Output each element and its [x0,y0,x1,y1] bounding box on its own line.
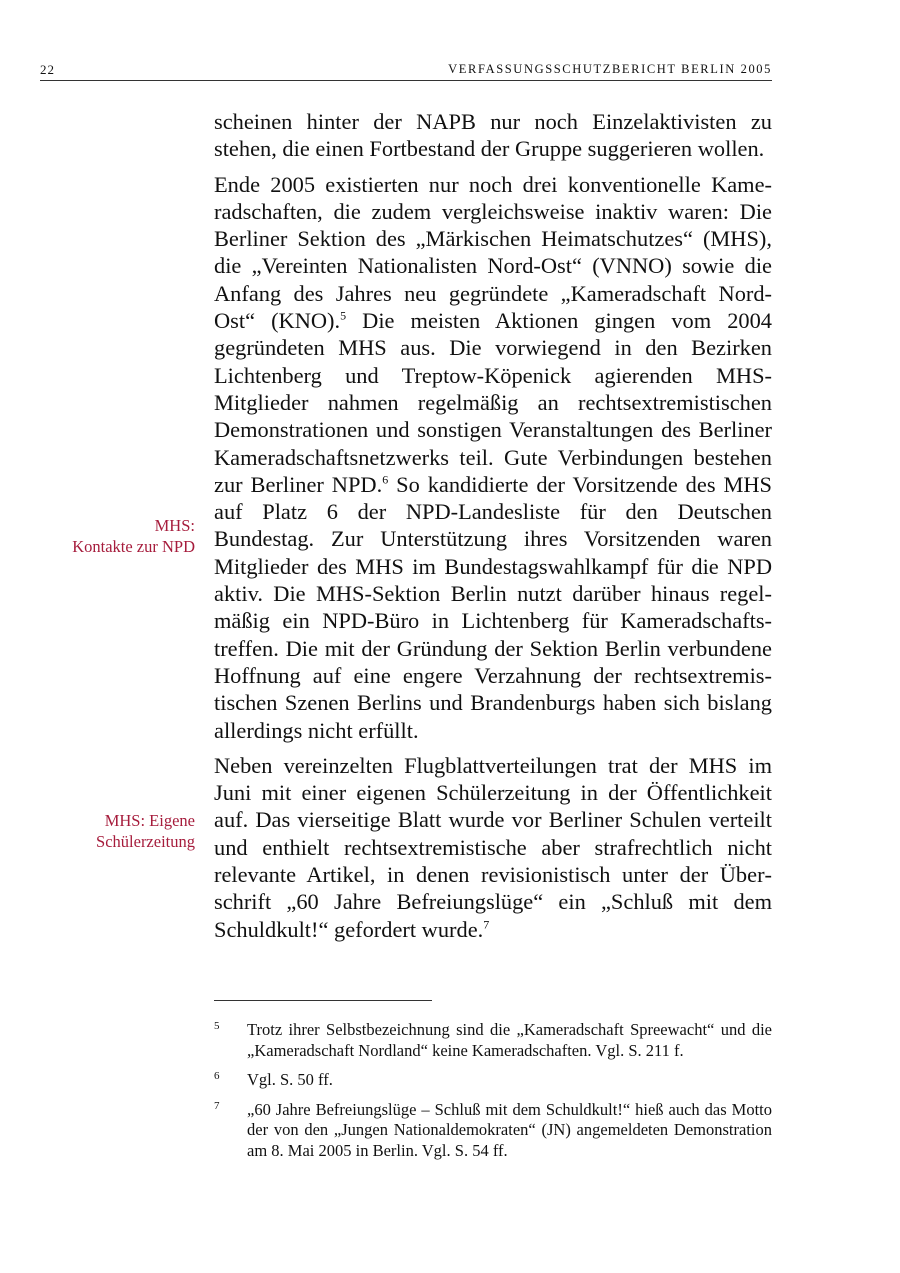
paragraph-3-part-1: Neben vereinzelten Flugblattverteilungen trat der MHS im Juni mit einer eigenen Schülerzeitung in der Öffentlichkeit auf. Das vierseitige Blatt wurde vor Berliner Schulen verteilt und enthielt rechtsextremistische aber strafrechtlich nicht relevante Artikel, in denen revisionistisch unter der Überschrift „60 Jahre Befreiungslüge“ ein „Schluß mit dem Schuldkult!“ gefordert wurde. [214,752,772,942]
margin-note-line: MHS: Eigene [104,811,195,830]
page-number: 22 [40,62,55,77]
margin-note-kontakte [15,515,195,557]
margin-note-line: MHS: [154,516,195,535]
margin-note-line: Kontakte zur NPD [72,537,195,556]
paragraph-3 [214,752,772,943]
paragraph-1: scheinen hinter der NAPB nur noch Einzelaktivisten zu stehen, die einen Fortbestand der Gruppe suggerieren wollen. [214,109,772,162]
paragraph-2-part-2: Die meisten Aktionen gingen vom 2004 gegründeten MHS aus. Die vorwiegend in den Bezirken Lichtenberg und Treptow-Köpenick agierenden MHS-Mitglieder nahmen regelmäßig an rechtsextremistischen Demonstrationen und sonstigen Veranstaltungen des Berliner Kameradschaftsnetzwerks teil. Gute Verbindungen bestehen zur Berliner NPD. [214,308,772,497]
paragraph-2-part-1: Ende 2005 existierten nur noch drei konventionelle Kameradschaften, die zudem vergleichsweise inaktiv waren: Die Berliner Sektion des „Märkischen Heimatschutzes“ (MHS), die „Vereinten Nationalisten Nord-Ost“ (VNNO) sowie die Anfang des Jahres neu gegründete „Kameradschaft Nord-Ost“ (KNO). [214,171,772,334]
footnote-text: „60 Jahre Befreiungslüge – Schluß mit dem Schuldkult!“ hieß auch das Motto der von den „Jungen Nationaldemokraten“ (JN) angemeldeten Demonstration am 8. Mai 2005 in Berlin. Vgl. S. 54 ff. [247,1099,772,1160]
page-header [40,60,772,81]
footnote-number: 6 [214,1070,220,1082]
paragraph-2 [214,171,772,744]
footnote-number: 7 [214,1099,220,1112]
footnote-number: 5 [214,1020,220,1032]
footnote-ref-7: 7 [483,917,490,932]
margin-note-schuelerzeitung [15,810,195,852]
margin-note-line: Schülerzeitung [96,832,195,851]
footnote-text: Trotz ihrer Selbstbezeichnung sind die „Kameradschaft Spreewacht“ und die „Kameradschaft Nordland“ keine Kameradschaften. Vgl. S. 211 f. [247,1020,772,1060]
paragraph-2-part-3: So kandidierte der Vorsitzende des MHS auf Platz 6 der NPD-Landesliste für den Deutschen Bundestag. Zur Unterstützung ihres Vorsitzenden waren Mitglieder des MHS im Bundestagswahlkampf für die NPD aktiv. Die MHS-Sektion Berlin nutzt darüber hinaus regelmäßig ein NPD-Büro in Lichtenberg für Kameradschaftstreffen. Die mit der Gründung der Sektion Berlin verbundene Hoffnung auf eine engere Verzahnung der rechtsextremistischen Szenen Berlins und Brandenburgs haben sich bislang allerdings nicht erfüllt. [214,471,772,743]
footnote-text: Vgl. S. 50 ff. [247,1070,333,1089]
footnote-5 [214,1020,772,1061]
footnote-separator [214,1000,432,1001]
running-title: VERFASSUNGSSCHUTZBERICHT BERLIN 2005 [448,62,772,76]
main-text [214,108,772,951]
footnote-ref-5: 5 [340,308,347,323]
footnote-ref-6: 6 [382,472,389,487]
footnote-6 [214,1070,772,1091]
footnotes [214,1020,772,1170]
footnote-7 [214,1100,772,1162]
